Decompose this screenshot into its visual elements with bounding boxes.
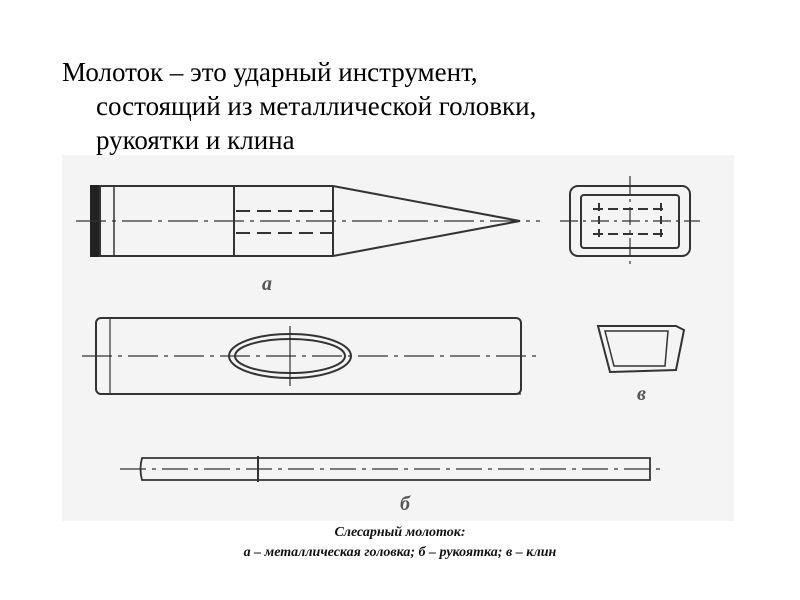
hammer-head-end-view: [560, 176, 700, 268]
wedge-inner: [605, 331, 668, 366]
label-v: в: [637, 383, 646, 405]
title-line-1: Молоток – это ударный инструмент,: [62, 57, 478, 87]
wedge: [598, 326, 684, 372]
hammer-head-side-view: [76, 186, 540, 256]
figure-caption: [0, 523, 800, 563]
title-line-3: рукоятки и клина: [96, 125, 295, 155]
caption-legend: а – металлическая головка; б – рукоятка; в – клин: [243, 545, 557, 560]
wedge-outer: [598, 326, 684, 372]
handle: [120, 456, 665, 482]
title-line-2: состоящий из металлической головки,: [96, 91, 537, 121]
hammer-head-top-view: [82, 318, 540, 394]
caption-title: Слесарный молоток:: [334, 525, 466, 540]
label-a: а: [262, 273, 272, 295]
label-b: б: [400, 493, 410, 515]
